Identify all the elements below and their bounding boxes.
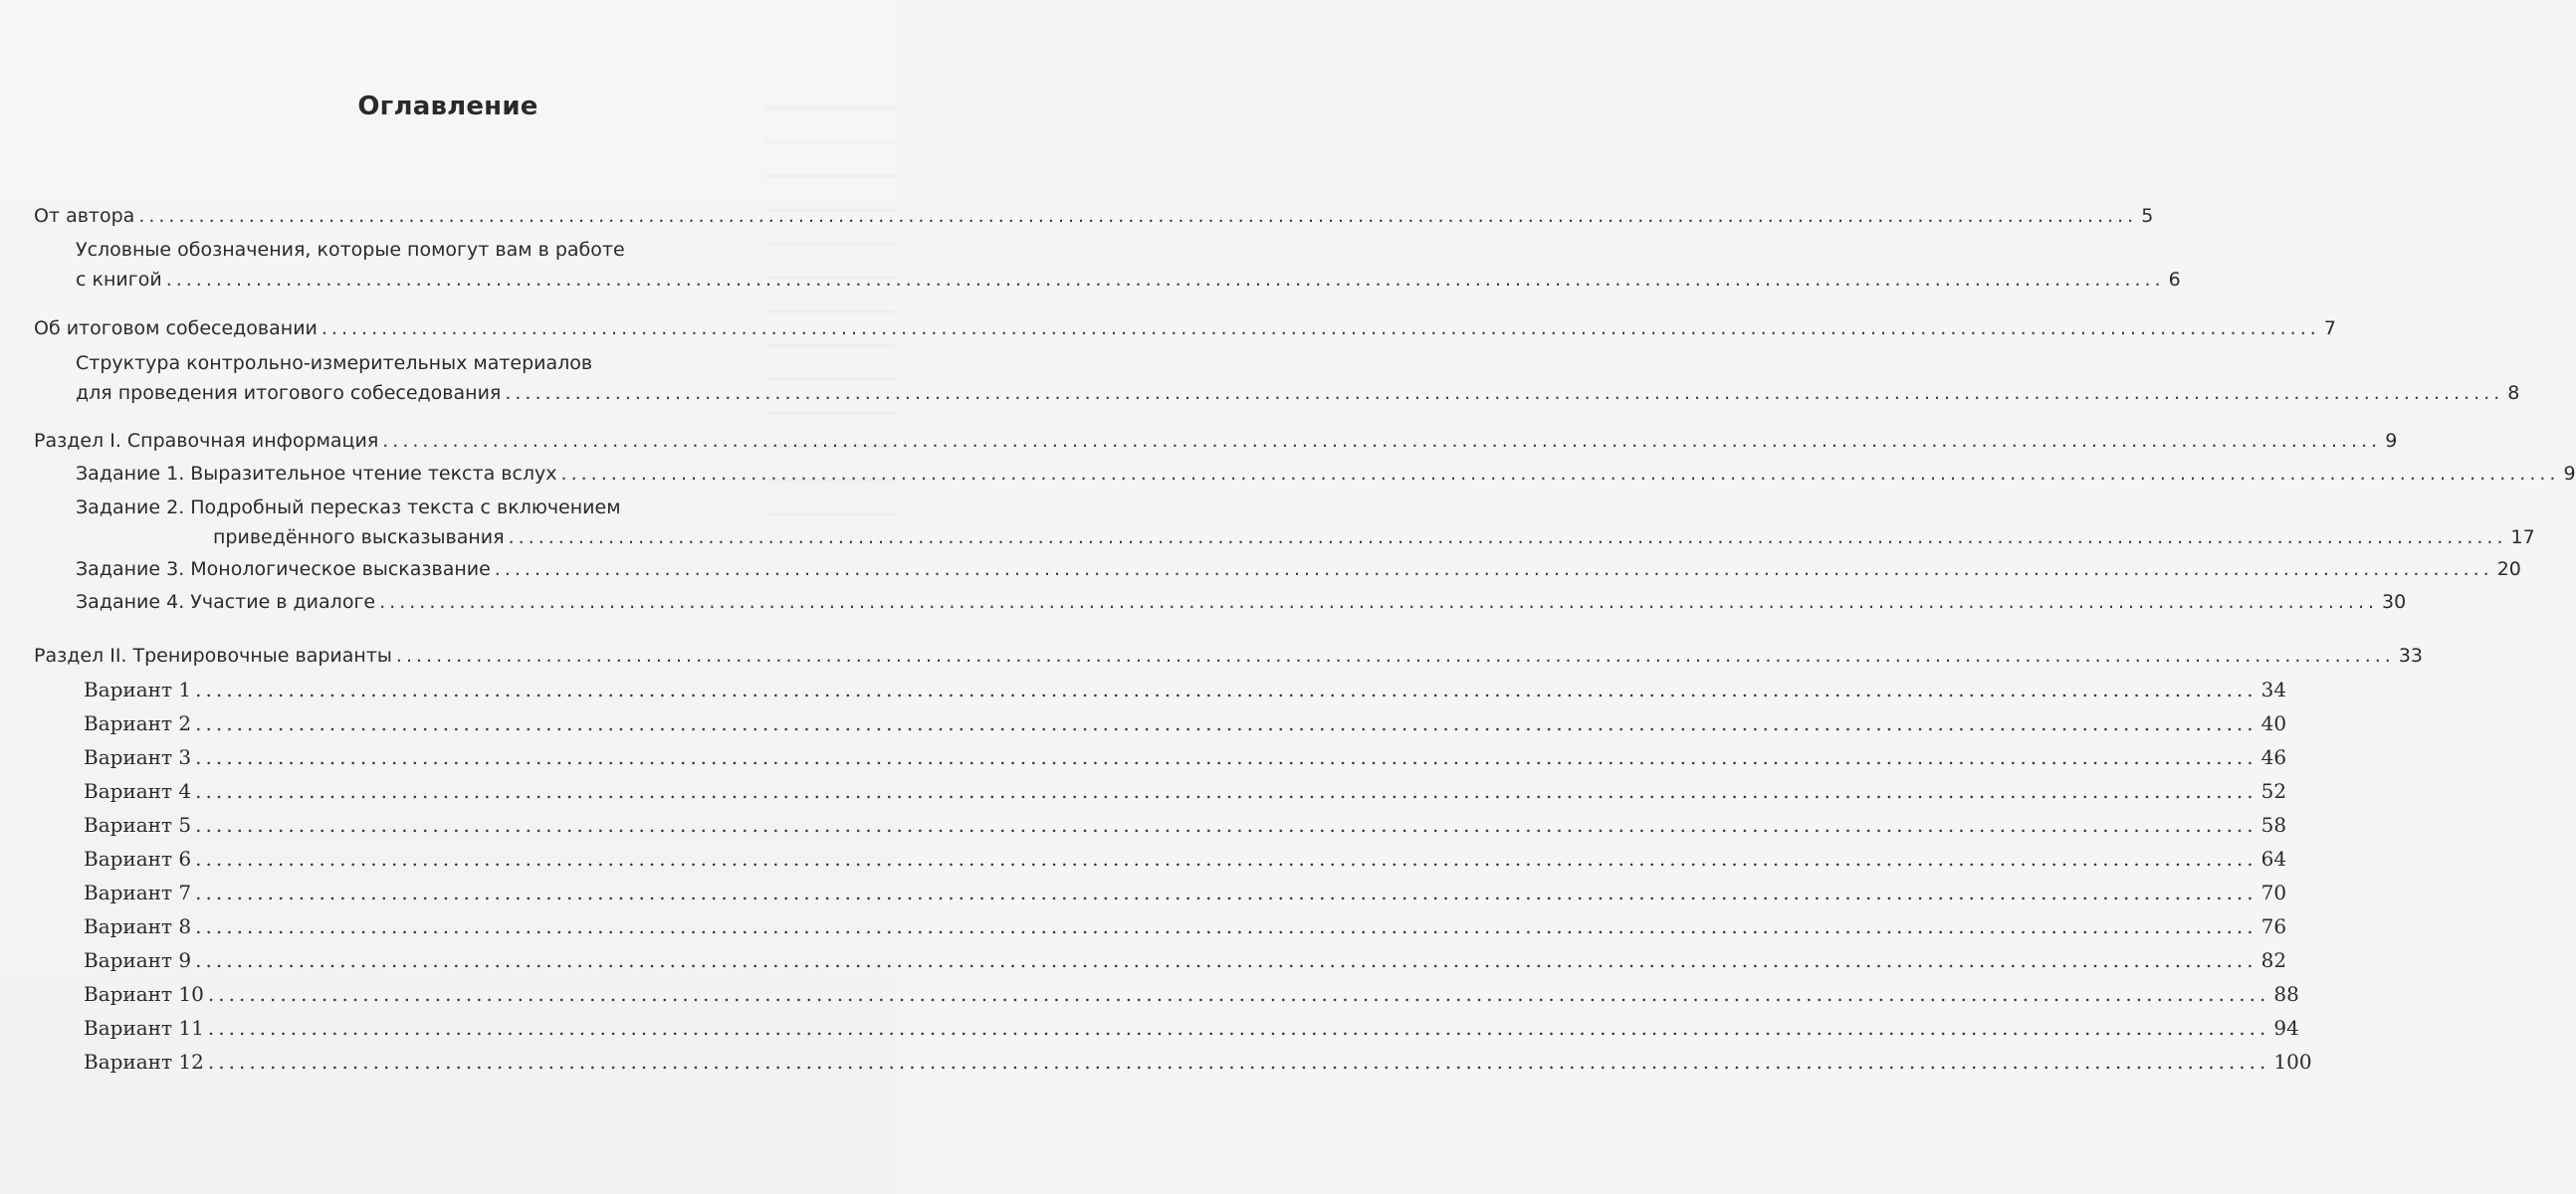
dot-leader: ........................................................................................................................................................................................................ (505, 382, 2504, 404)
toc-variant-6[interactable] (84, 844, 2287, 874)
toc-entry-label-line1: Условные обозначения, которые помогут вам в работе (76, 239, 625, 261)
toc-variant-label: Вариант 2 (84, 711, 192, 735)
toc-entry-task-4[interactable] (76, 587, 2407, 617)
toc-page-number: 82 (2260, 948, 2287, 972)
dot-leader: ........................................................................................................................................................................................................ (494, 558, 2493, 580)
dot-leader: ........................................................................................................................................................................................................ (560, 463, 2560, 485)
toc-entry-symbols[interactable] (76, 235, 2181, 295)
toc-page-number: 5 (2141, 205, 2154, 227)
toc-entry-label-line1: Структура контрольно-измерительных материалов (76, 352, 593, 374)
toc-entry-label: Задание 4. Участие в диалоге (76, 591, 376, 613)
toc-page-number: 33 (2398, 645, 2424, 667)
toc-page-number: 20 (2496, 558, 2521, 580)
toc-variant-label: Вариант 8 (84, 914, 192, 938)
toc-entry-task-1[interactable] (76, 459, 2576, 489)
toc-variant-8[interactable] (84, 911, 2287, 941)
toc-page-number: 7 (2323, 317, 2336, 339)
dot-leader: ........................................................................................................................................................................................................ (138, 205, 2138, 227)
toc-variant-11[interactable] (84, 1013, 2299, 1043)
toc-entry-task-3[interactable] (76, 554, 2521, 584)
toc-variant-label: Вариант 10 (84, 982, 204, 1006)
toc-entry-final-interview[interactable] (34, 313, 2336, 343)
toc-variant-label: Вариант 12 (84, 1050, 204, 1074)
toc-variant-4[interactable] (84, 776, 2287, 806)
toc-page-number: 100 (2273, 1050, 2312, 1074)
toc-entry-label-line2: приведённого высказывания (213, 526, 505, 548)
toc-page-number: 58 (2260, 813, 2287, 837)
dot-leader: ........................................................................................................................................................................................................ (195, 847, 2257, 871)
dot-leader: ........................................................................................................................................................................................................ (207, 1016, 2270, 1040)
toc-variant-label: Вариант 7 (84, 881, 192, 904)
dot-leader: ........................................................................................................................................................................................................ (195, 779, 2257, 803)
toc-variant-7[interactable] (84, 878, 2287, 907)
toc-entry-label-line2: для проведения итогового собеседования (76, 382, 502, 404)
dot-leader: ........................................................................................................................................................................................................ (508, 526, 2507, 548)
dot-leader: ........................................................................................................................................................................................................ (195, 745, 2257, 769)
toc-page-number: 40 (2260, 711, 2287, 735)
toc-entry-label-line1: Задание 2. Подробный пересказ текста с включением (76, 497, 621, 518)
dot-leader: ........................................................................................................................................................................................................ (395, 645, 2395, 667)
toc-entry-label: От автора (34, 205, 135, 227)
dot-leader: ........................................................................................................................................................................................................ (195, 948, 2257, 972)
toc-page-number: 17 (2510, 526, 2535, 548)
toc-entry-section-2[interactable] (34, 641, 2424, 671)
dot-leader: ........................................................................................................................................................................................................ (195, 881, 2257, 904)
toc-entry-label: Задание 1. Выразительное чтение текста вслух (76, 463, 557, 485)
toc-variant-label: Вариант 1 (84, 678, 192, 701)
dot-leader: ........................................................................................................................................................................................................ (321, 317, 2320, 339)
dot-leader: ........................................................................................................................................................................................................ (207, 982, 2270, 1006)
toc-entry-label: Задание 3. Монологическое высказвание (76, 558, 491, 580)
toc-entry-label-line2: с книгой (76, 269, 162, 291)
toc-page-number: 9 (2385, 430, 2398, 452)
toc-variant-label: Вариант 11 (84, 1016, 204, 1040)
toc-page-number: 76 (2260, 914, 2287, 938)
toc-variant-label: Вариант 9 (84, 948, 192, 972)
toc-variant-5[interactable] (84, 810, 2287, 840)
toc-page-number: 52 (2260, 779, 2287, 803)
toc-entry-from-author[interactable] (34, 201, 2154, 231)
toc-entry-label: Раздел II. Тренировочные варианты (34, 645, 392, 667)
toc-variant-9[interactable] (84, 945, 2287, 975)
toc-variant-label: Вариант 5 (84, 813, 192, 837)
dot-leader: ........................................................................................................................................................................................................ (195, 678, 2257, 701)
toc-entry-structure[interactable] (76, 348, 2520, 408)
toc-variant-10[interactable] (84, 979, 2299, 1009)
toc-entry-label: Об итоговом собеседовании (34, 317, 318, 339)
toc-variant-12[interactable] (84, 1047, 2312, 1077)
page-title: Оглавление (357, 92, 538, 121)
toc-page-number: 6 (2168, 269, 2181, 291)
toc-entry-label: Раздел I. Справочная информация (34, 430, 379, 452)
toc-page-number: 30 (2382, 591, 2407, 613)
toc-page-number: 46 (2260, 745, 2287, 769)
toc-variant-label: Вариант 4 (84, 779, 192, 803)
toc-variant-3[interactable] (84, 742, 2287, 772)
dot-leader: ........................................................................................................................................................................................................ (195, 711, 2257, 735)
toc-page-number: 9 (2563, 463, 2576, 485)
toc-variant-label: Вариант 3 (84, 745, 192, 769)
toc-variant-1[interactable] (84, 675, 2287, 704)
toc-page-number: 94 (2273, 1016, 2299, 1040)
dot-leader: ........................................................................................................................................................................................................ (207, 1050, 2270, 1074)
dot-leader: ........................................................................................................................................................................................................ (382, 430, 2382, 452)
dot-leader: ........................................................................................................................................................................................................ (379, 591, 2379, 613)
toc-entry-task-2[interactable] (76, 493, 2535, 552)
toc-variant-2[interactable] (84, 708, 2287, 738)
toc-page-number: 34 (2260, 678, 2287, 701)
dot-leader: ........................................................................................................................................................................................................ (165, 269, 2165, 291)
dot-leader: ........................................................................................................................................................................................................ (195, 914, 2257, 938)
toc-page-number: 64 (2260, 847, 2287, 871)
toc-page-number: 70 (2260, 881, 2287, 904)
toc-variant-label: Вариант 6 (84, 847, 192, 871)
dot-leader: ........................................................................................................................................................................................................ (195, 813, 2257, 837)
toc-entry-section-1[interactable] (34, 426, 2398, 456)
toc-page-number: 8 (2507, 382, 2520, 404)
toc-page-number: 88 (2273, 982, 2299, 1006)
